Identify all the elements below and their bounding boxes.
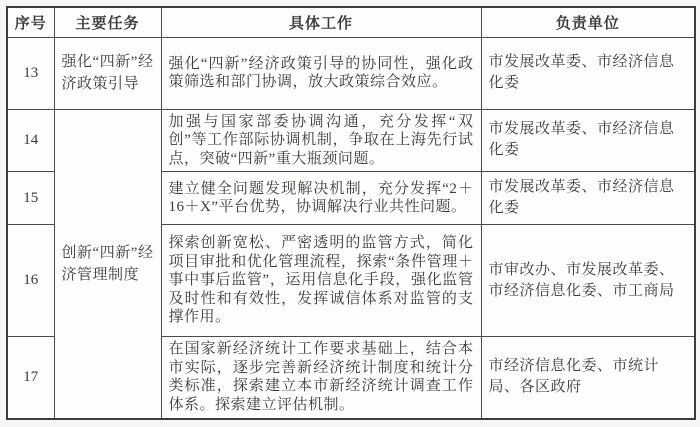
header-main-task: 主要任务: [54, 7, 161, 37]
cell-serial-number: 16: [7, 225, 54, 337]
cell-specific-work: 强化“四新”经济政策引导的协同性，强化政策筛选和部门协调，放大政策综合效应。: [161, 37, 481, 109]
cell-specific-work: 探索创新宽松、严密透明的监管方式，简化项目审批和优化管理流程，探索“条件管理＋事中事后监管”，运用信息化手段，强化监管及时性和有效性，发挥诚信体系对监管的支撑作用。: [161, 225, 481, 337]
header-serial-number: 序号: [7, 7, 54, 37]
cell-serial-number: 15: [7, 172, 54, 225]
cell-specific-work: 在国家新经济统计工作要求基础上，结合本市实际，逐步完善新经济统计制度和统计分类标准，探索建立本市新经济统计调查工作体系。探索建立评估机制。: [161, 337, 481, 419]
table-header-row: [7, 7, 695, 37]
table-row: [7, 109, 695, 172]
cell-serial-number: 14: [7, 109, 54, 172]
cell-serial-number: 13: [7, 37, 54, 109]
cell-main-task-merged: 创新“四新”经济管理制度: [54, 109, 161, 419]
cell-serial-number: 17: [7, 337, 54, 419]
cell-responsible-unit: 市发展改革委、市经济信息化委: [481, 37, 695, 109]
task-assignment-table: [6, 6, 696, 420]
cell-responsible-unit: 市审改办、市发展改革委、市经济信息化委、市工商局: [481, 225, 695, 337]
cell-main-task: 强化“四新”经济政策引导: [54, 37, 161, 109]
cell-specific-work: 建立健全问题发现解决机制，充分发挥“2＋16＋X”平台优势，协调解决行业共性问题。: [161, 172, 481, 225]
table-row: [7, 37, 695, 109]
header-responsible-unit: 负责单位: [481, 7, 695, 37]
cell-responsible-unit: 市经济信息化委、市统计局、各区政府: [481, 337, 695, 419]
cell-responsible-unit: 市发展改革委、市经济信息化委: [481, 109, 695, 172]
cell-responsible-unit: 市发展改革委、市经济信息化委: [481, 172, 695, 225]
cell-specific-work: 加强与国家部委协调沟通，充分发挥“双创”等工作部际协调机制，争取在上海先行试点，突破“四新”重大瓶颈问题。: [161, 109, 481, 172]
header-specific-work: 具体工作: [161, 7, 481, 37]
